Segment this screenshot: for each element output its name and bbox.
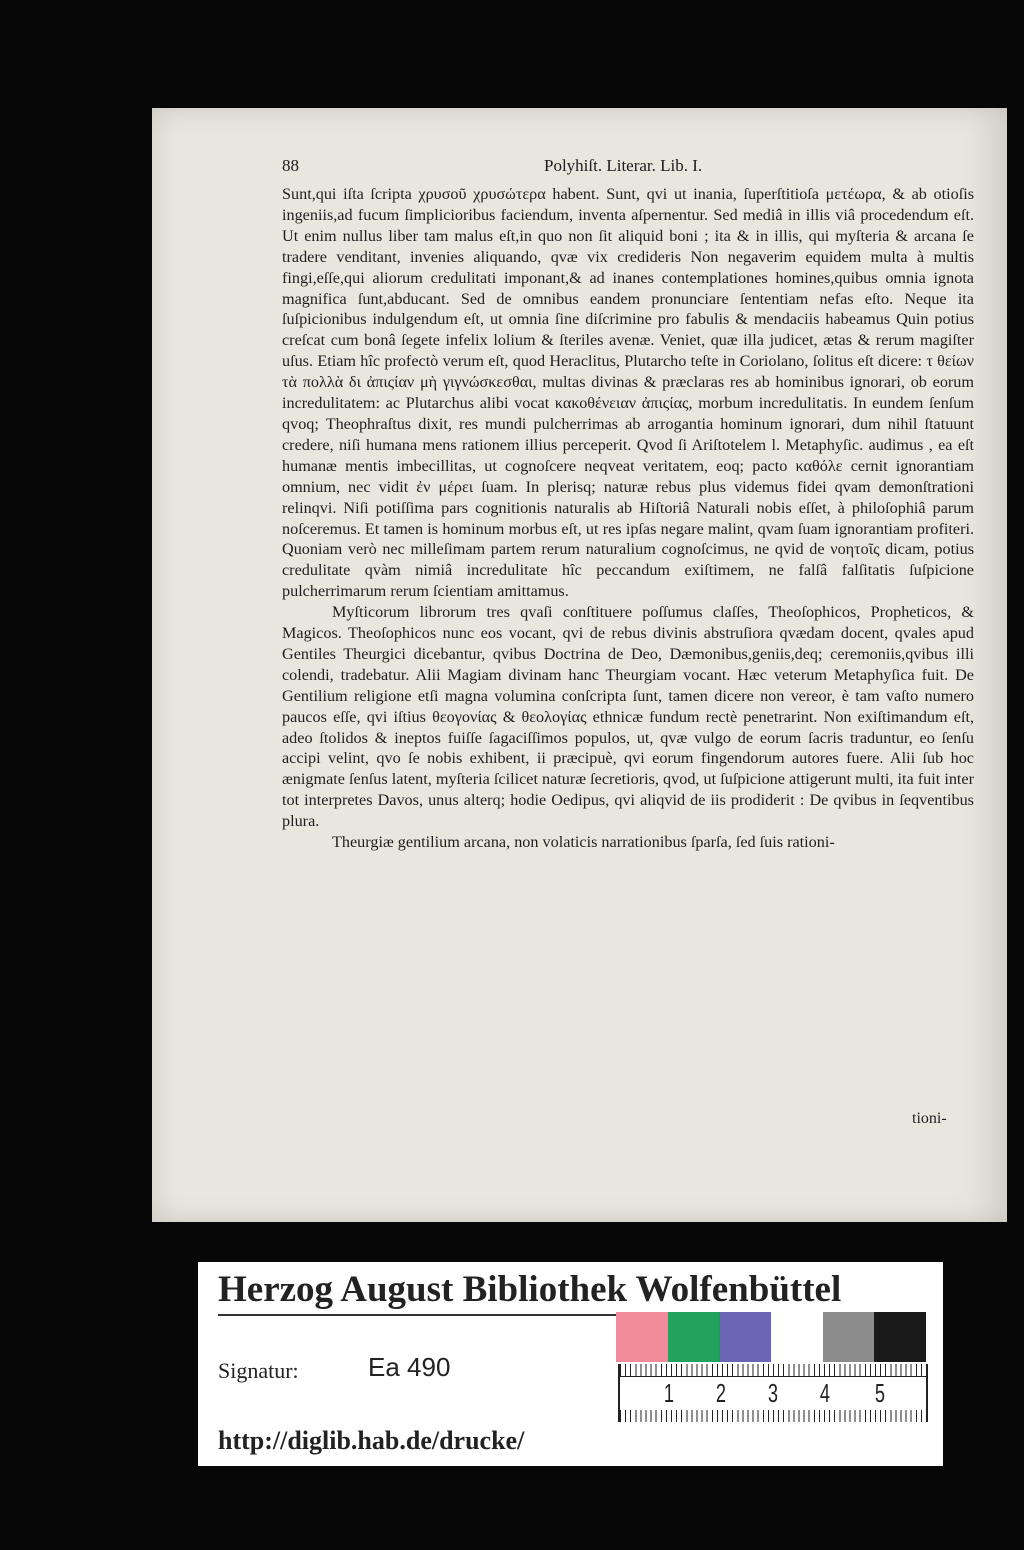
ruler-number-3: 3 bbox=[767, 1378, 779, 1408]
digital-library-url: http://diglib.hab.de/drucke/ bbox=[218, 1426, 525, 1455]
ruler-number-2: 2 bbox=[715, 1378, 727, 1408]
catchword: tioni- bbox=[912, 1110, 947, 1127]
ruler-number-4: 4 bbox=[819, 1378, 831, 1408]
paragraph-3: Theurgiæ gentilium arcana, non volaticis narrationibus ſparſa, ſed ſuis rationi- bbox=[332, 833, 835, 852]
color-swatch-black bbox=[874, 1312, 926, 1362]
library-title: Herzog August Bibliothek Wolfenbüttel bbox=[218, 1269, 842, 1310]
ruler-ticks-bottom bbox=[620, 1410, 926, 1422]
page-header bbox=[282, 156, 982, 180]
running-head: Polyhiſt. Literar. Lib. I. bbox=[544, 156, 703, 175]
color-swatch-white bbox=[771, 1312, 823, 1362]
body-text bbox=[282, 184, 974, 853]
measurement-ruler bbox=[618, 1364, 928, 1422]
color-swatch-green bbox=[668, 1312, 720, 1362]
color-chart bbox=[616, 1312, 926, 1362]
color-swatch-pink bbox=[616, 1312, 668, 1362]
ruler-ticks-top bbox=[620, 1364, 926, 1376]
library-label-card bbox=[198, 1262, 943, 1466]
ruler-midline bbox=[620, 1376, 926, 1377]
paragraph-1: Sunt,qui iſta ſcripta χρυσοῦ χρυσώτερα habent. Sunt, qvi ut inania, ſuperſtitioſa μετέωρα, & ab otioſis ingeniis,ad fucum ſimplicioribus faciendum, inventa aſpernentur. Sed mediâ in illis viâ procedendum eſt. Ut enim nullus liber tam malus eſt,in quo non ſit aliquid boni ; ita & in illis, qui myſteria & arcana ſe tradere venditant, invenies aliquando, qvæ vix credideris Non negaverim equidem multa à multis fingi,eſſe,qui aliorum credulitati imponant,& ad inanes contemplationes homines,quibus omnia ignota magnifica ſunt,abducant. Sed de omnibus eandem pronunciare ſententiam nefas eſto. Neque ita ſuſpicionibus indulgendum eſt, ut omnia ſine diſcrimine pro fabulis & mendaciis habeamus Quin potius creſcat cum bonâ ſegete infelix lolium & ſteriles avenæ. Veniet, quæ illa judicet, ætas & rerum magiſter uſus. Etiam hîc profectò verum eſt, quod Heraclitus, Plutarcho teſte in Coriolano, ſolitus eſt dicere: τ θείων τὰ πολλὰ δι ἀπιςίαν μὴ γιγνώσκεσθαι, multas divinas & præclaras res ab hominibus ignorari, ob eorum incredulitatem: ac Plutarchus alibi vocat κακοθένειαν ἀπιςίας, morbum incredulitatis. In eundem ſenſum qvoq; Theophraſtus dixit, res mundi pulcherrimas ab arrogantia hominum ignorari, dum nihil ſtatuunt credere, niſi humana mens rationem illius perceperit. Qvod ſi Ariſtotelem l. Metaphyſic. audimus , ea eſt humanæ mentis imbecillitas, ut cognoſcere neqveat veritatem, eoq; pacto καθόλε cernit ignorantiam omnium, nec vidit ἐν μέρει ſuam. In plerisq; naturæ rebus plus videmus fidei qvam demonſtrationi relinqvi. Niſi potiſſima pars cognitionis naturalis ab Hiſtoriâ Naturali nobis eſſet, à philoſophiâ parum noſceremus. Et tamen is hominum morbus eſt, ut res ipſas negare malint, qvam ſuam ignorantiam profiteri. Quoniam verò nec milleſimam partem rerum naturalium cognoſcimus, ne qvid de νοητοῖς dicam, potius credulitate qvàm nimiâ incredulitate hîc peccandum exiſtimem, ne falſâ falſitatis ſuſpicione pulcherrimarum rerum ſcientiam amittamus. bbox=[282, 185, 974, 601]
paragraph-2: Myſticorum librorum tres qvaſi conſtituere poſſumus claſſes, Theoſophicos, Propheticos, & Magicos. Theoſophicos nunc eos vocant, qvi de rebus divinis abstruſiora qvædam docent, qvales apud Gentiles Theurgici dicebantur, qvibus Doctrina de Deo, Dæmonibus,geniis,deq; ceremoniis,qvibus illi colendi, tradebatur. Alii Magiam divinam hanc Theurgiam vocant. Hæc veterum Metaphyſica fuit. De Gentilium religione etſi magna volumina conſcripta ſunt, tamen dicere non vereor, è tam vaſto numero paucos eſſe, qvi iſtius θεογονίας & θεολογίας ethnicæ fundum rectè penetrarint. Non exiſtimandum eſt, adeo ſtolidos & ineptos fuiſſe ſagaciſſimos populos, ut, qvæ vulgo de eorum ſacris traduntur, eo ſenſu accipi velint, qvo ſe nobis exhibent, ii præcipuè, qvi eorum fingendorum autores fuere. Alii ſub hoc ænigmate ſenſus latent, myſteria ſcilicet naturæ ſecretioris, qvod, ut ſuſpicione attigerunt multi, ita fuit inter tot interpretes Davos, unus alterq; hodie Oedipus, qvi aliqvid de iis prodiderit : De qvibus in ſeqventibus plura. bbox=[282, 603, 974, 831]
ruler-number-1: 1 bbox=[663, 1378, 675, 1408]
ruler-number-5: 5 bbox=[875, 1378, 886, 1408]
color-swatch-gray bbox=[823, 1312, 875, 1362]
signatur-value: Ea 490 bbox=[368, 1352, 451, 1382]
color-swatch-violet bbox=[719, 1312, 771, 1362]
signatur-label: Signatur: bbox=[218, 1358, 299, 1383]
page-number: 88 bbox=[282, 156, 299, 175]
scanned-page bbox=[152, 108, 1007, 1222]
